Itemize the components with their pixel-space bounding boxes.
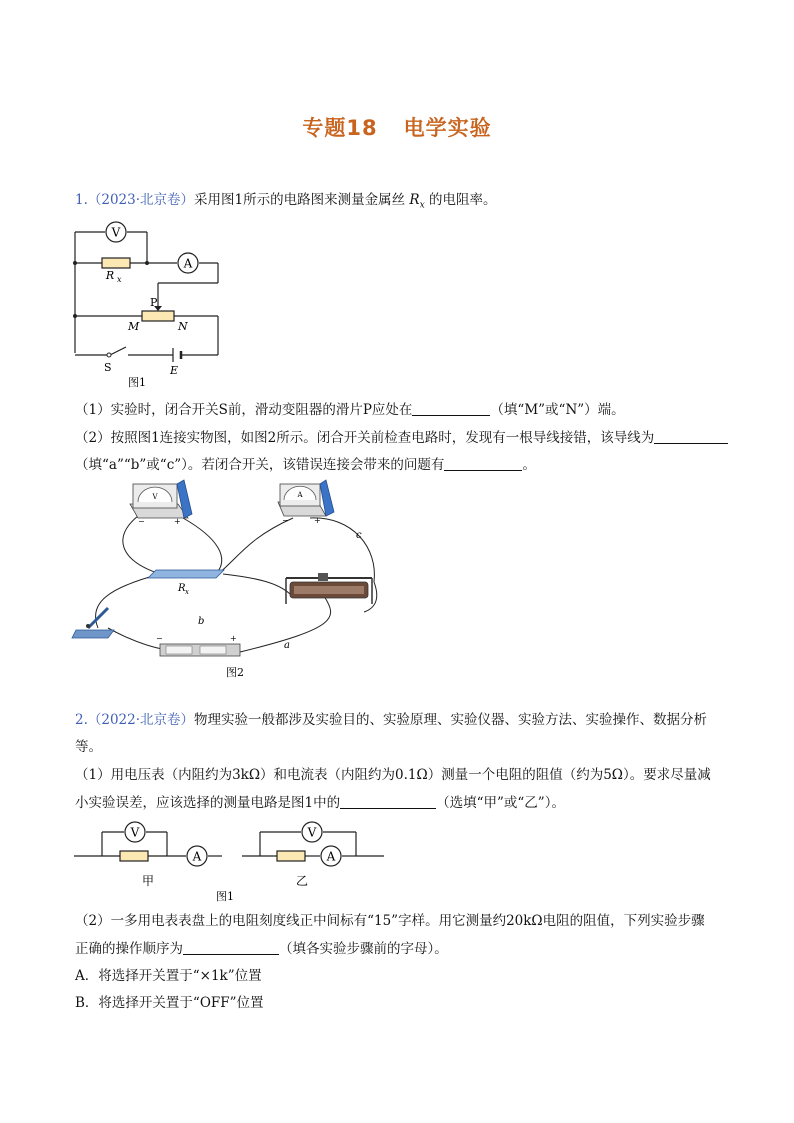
resistor-jia — [120, 851, 148, 861]
wire-label-b: b — [198, 616, 205, 627]
answer-blank — [412, 401, 490, 416]
wire-label-c: c — [356, 530, 362, 541]
svg-text:x: x — [117, 275, 122, 284]
rx-board — [148, 570, 224, 578]
svg-text:A: A — [297, 491, 303, 499]
svg-text:−: − — [156, 634, 163, 643]
q1-sub2-line2: （填“a”“b”或“c”）。若闭合开关，该错误连接会带来的问题有 。 — [75, 457, 536, 473]
svg-text:M: M — [128, 320, 140, 333]
figure-caption: 图1 — [128, 376, 146, 389]
q1-sub1: （1）实验时，闭合开关S前，滑动变阻器的滑片P应处在 （填“M”或“N”）端。 — [75, 402, 625, 418]
page-title — [0, 112, 794, 142]
figure-caption: 图1 — [216, 890, 234, 903]
ammeter-label: A — [183, 256, 193, 271]
title-topic-name: 电学实验 — [403, 116, 492, 140]
svg-text:R: R — [178, 583, 186, 594]
q1-intro: 1.（2023·北京卷）采用图1所示的电路图来测量金属丝 $R_x$ 的电阻率。 — [75, 192, 497, 211]
q1-sub2-line1: （2）按照图1连接实物图，如图2所示。闭合开关前检查电路时，发现有一根导线接错，该导线为 — [75, 428, 728, 448]
svg-text:+: + — [314, 516, 321, 525]
q2-option-b: B．将选择开关置于“OFF”位置 — [75, 995, 264, 1011]
svg-text:+: + — [230, 634, 237, 643]
svg-text:V: V — [130, 825, 140, 840]
svg-text:+: + — [174, 517, 181, 526]
svg-text:A: A — [192, 849, 202, 864]
title-topic-number: 专题18 — [302, 116, 378, 140]
q2-option-a: A．将选择开关置于“×1k”位置 — [75, 968, 262, 984]
q2-sub2-line1: （2）一多用电表表盘上的电阻刻度线正中间标有“15”字样。用它测量约20kΩ电阻的阻值，下列实验步骤 — [75, 913, 705, 929]
q2-intro-line1: 2.（2022·北京卷）物理实验一般都涉及实验目的、实验原理、实验仪器、实验方法、实验操作、数据分析 — [75, 712, 708, 728]
q1-circuit-diagram — [70, 218, 230, 393]
wire-label-a: a — [284, 640, 290, 651]
q2-sub2-line2: 正确的操作顺序为 （填各实验步骤前的字母）。 — [75, 941, 448, 957]
wire-b — [223, 574, 290, 594]
svg-text:V: V — [307, 825, 317, 840]
svg-text:P: P — [150, 296, 158, 309]
svg-text:R: R — [105, 269, 115, 282]
q2-sub1-line2: 小实验误差，应该选择的测量电路是图1中的 （选填“甲”或“乙”）。 — [75, 795, 565, 811]
svg-text:V: V — [152, 493, 158, 501]
svg-text:N: N — [178, 320, 188, 333]
q2-sub1-line1: （1）用电压表（内阻约为3kΩ）和电流表（内阻约为0.1Ω）测量一个电阻的阻值（约为5Ω）。要求尽量减 — [75, 767, 711, 783]
svg-text:x: x — [185, 588, 189, 596]
knife-switch — [72, 608, 114, 638]
q2-intro-line2: 等。 — [75, 739, 102, 755]
q2-circuit-diagrams — [72, 818, 392, 904]
figure-caption: 图2 — [226, 666, 244, 679]
svg-text:S: S — [104, 361, 112, 374]
svg-text:−: − — [138, 517, 145, 526]
rheostat-device — [286, 573, 372, 604]
answer-blank — [183, 940, 279, 955]
answer-blank — [654, 429, 728, 444]
label-jia: 甲 — [142, 874, 155, 888]
switch-symbol — [107, 353, 111, 357]
rx-resistor — [102, 258, 130, 268]
svg-text:A: A — [326, 849, 336, 864]
resistor-yi — [277, 851, 305, 861]
q2-heading: 2.（2022·北京卷） — [75, 712, 195, 728]
q1-physical-circuit — [68, 478, 398, 684]
rheostat — [142, 311, 174, 321]
label-yi: 乙 — [296, 874, 309, 888]
q1-heading: 1.（2023·北京卷） — [75, 192, 195, 208]
voltmeter-device — [130, 480, 192, 526]
answer-blank — [444, 456, 522, 471]
svg-text:−: − — [282, 516, 289, 525]
voltmeter-label: V — [111, 225, 121, 240]
battery-device — [156, 634, 240, 656]
answer-blank — [340, 794, 436, 809]
svg-text:E: E — [170, 364, 179, 377]
